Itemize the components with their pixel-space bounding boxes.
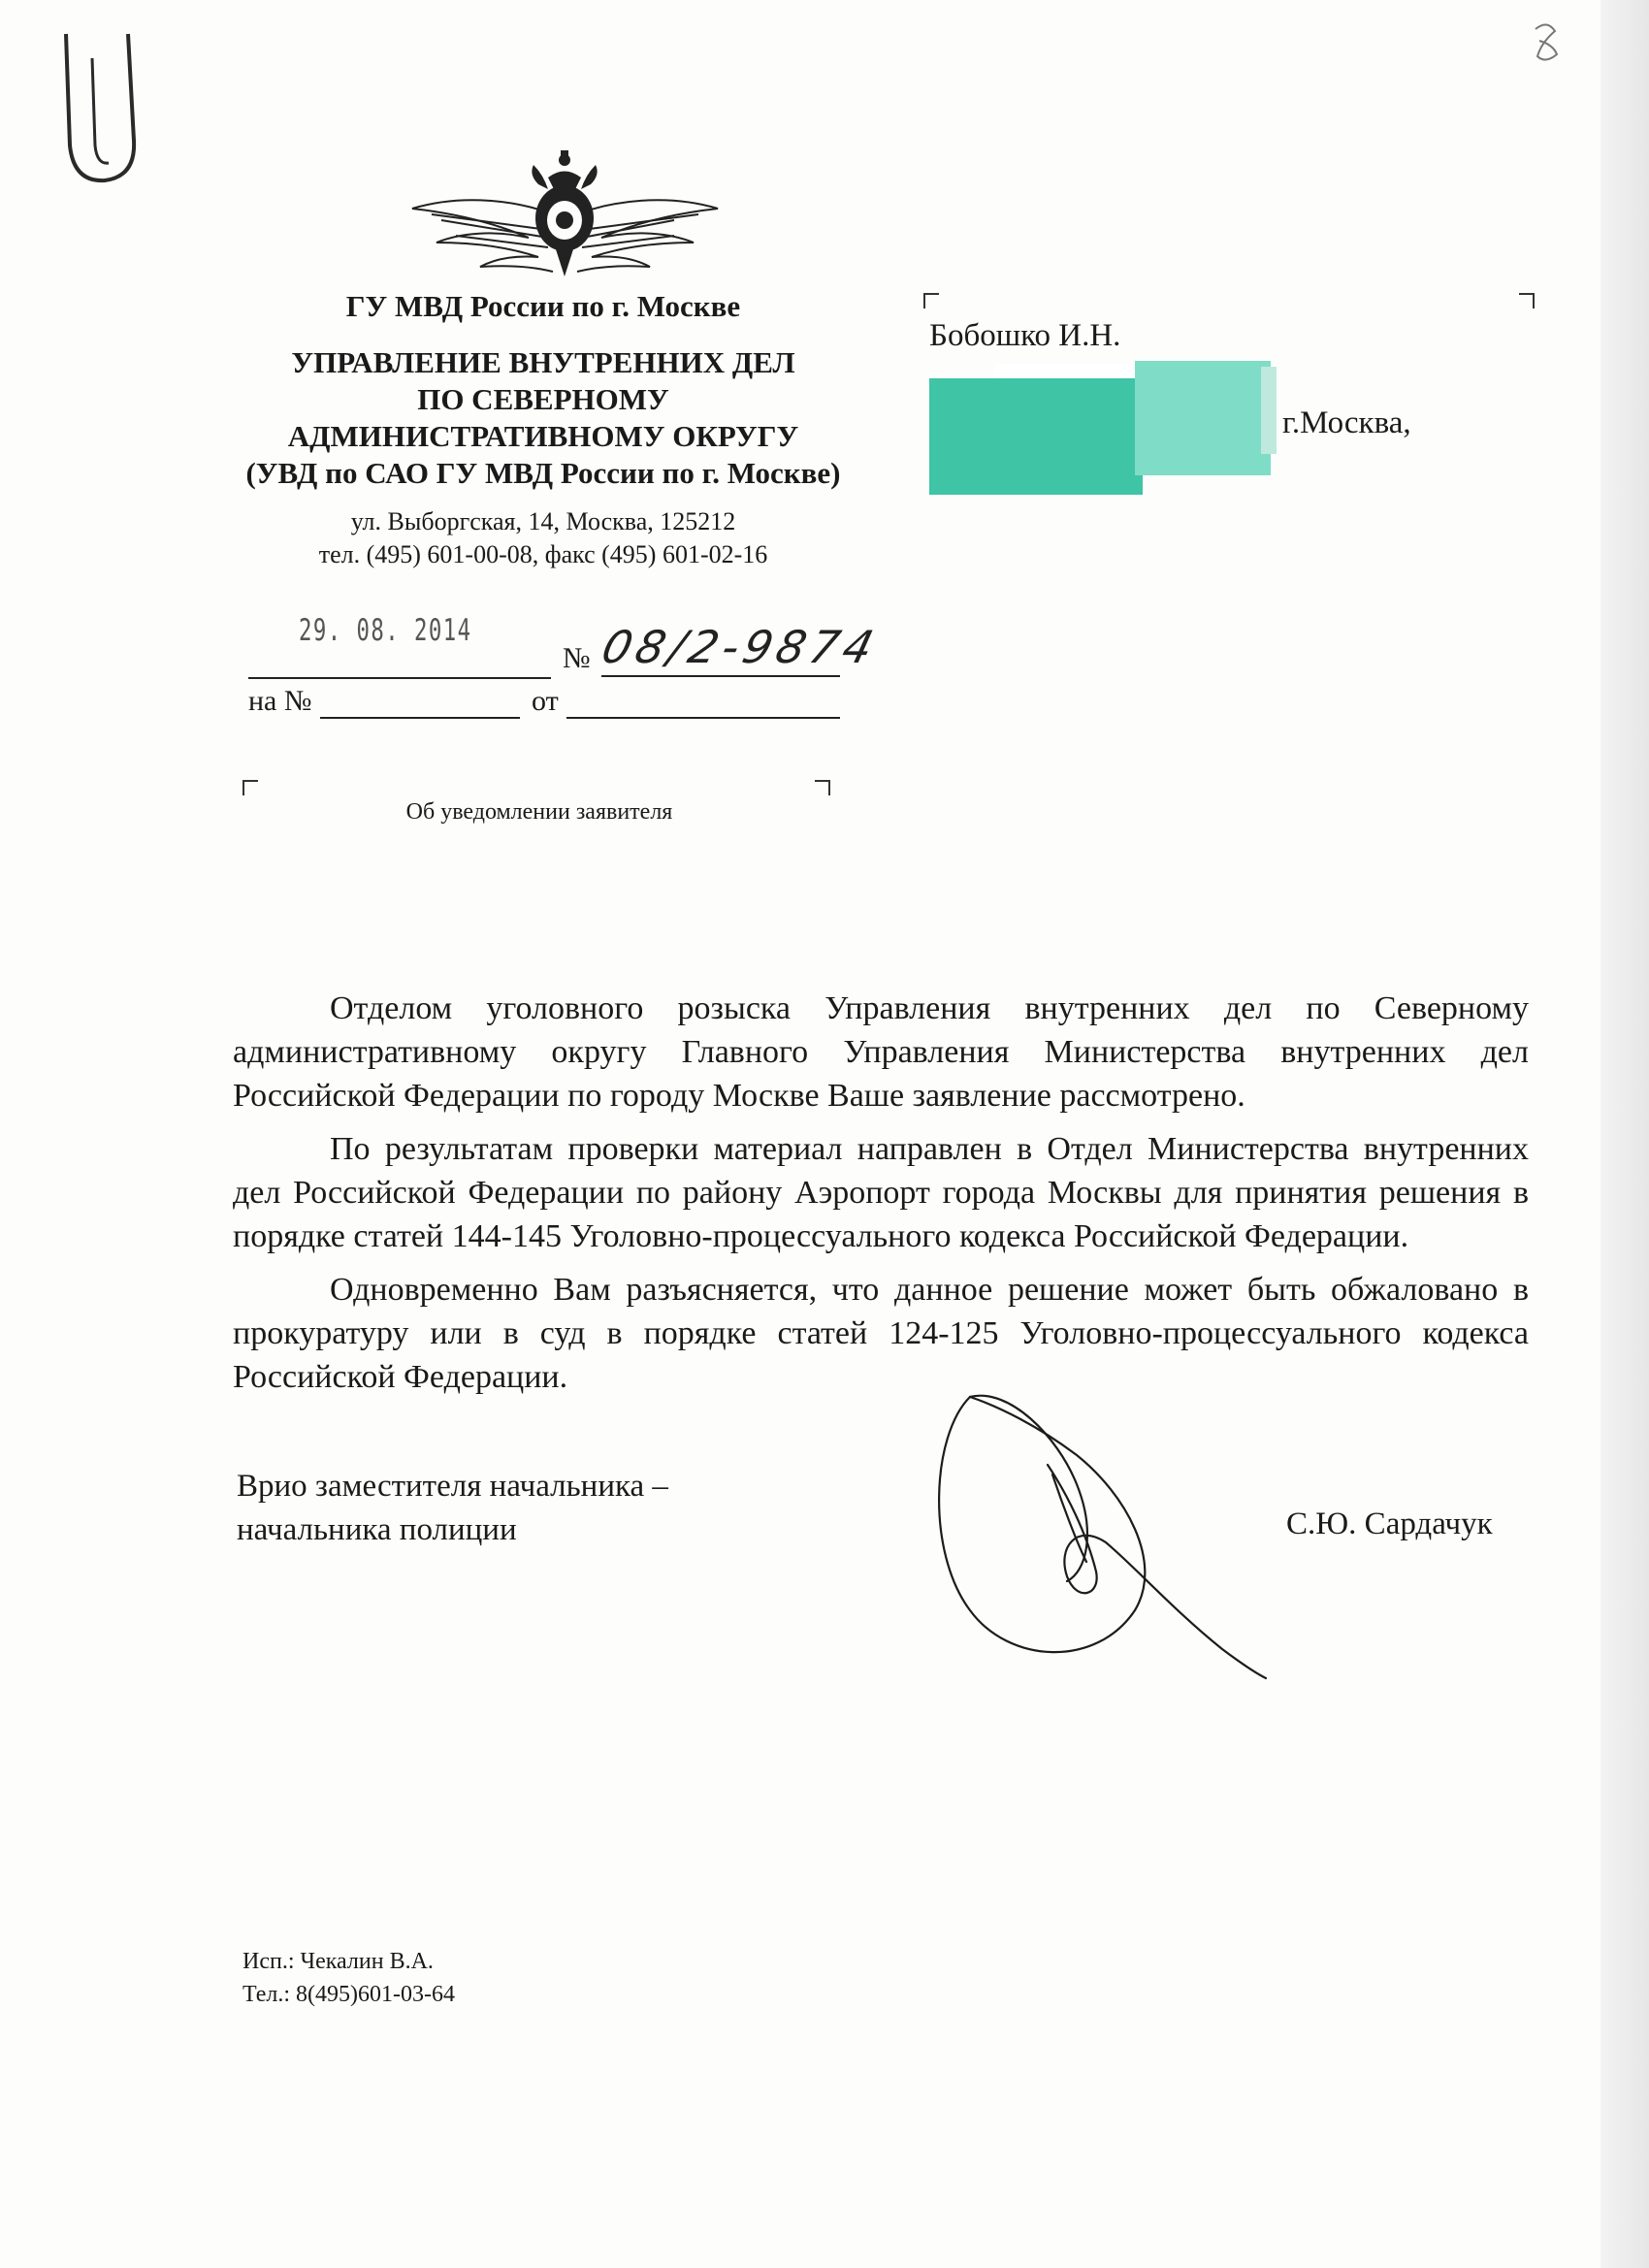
org-line: УПРАВЛЕНИЕ ВНУТРЕННИХ ДЕЛ <box>291 345 795 379</box>
date-underline <box>248 677 551 679</box>
scan-edge <box>1600 0 1649 2268</box>
signer-name: С.Ю. Сардачук <box>1286 1507 1493 1541</box>
signer-position <box>237 1465 668 1552</box>
number-label: № <box>563 642 591 674</box>
reply-to-label: на № <box>248 685 312 717</box>
org-line: (УВД по САО ГУ МВД России по г. Москве) <box>245 456 841 490</box>
executor-info <box>242 1945 455 2011</box>
date-stamp: 29. 08. 2014 <box>299 613 472 648</box>
org-line: АДМИНИСТРАТИВНОМУ ОКРУГУ <box>287 419 799 453</box>
registration-number: 08/2-9874 <box>597 621 884 673</box>
mvd-emblem-icon <box>403 141 728 281</box>
pencil-mark-icon <box>1528 19 1567 68</box>
redaction-sticker <box>1261 367 1277 454</box>
number-underline <box>601 675 840 677</box>
paperclip-icon <box>48 29 146 189</box>
subject-corner-left <box>242 780 258 795</box>
handwritten-signature <box>931 1377 1319 1707</box>
recipient-corner-left <box>923 293 939 308</box>
signer-position-line: Врио заместителя начальника – <box>237 1469 668 1504</box>
from-underline <box>566 717 840 719</box>
redaction-sticker <box>1135 361 1271 475</box>
body-paragraph: По результатам проверки материал направлен в Отдел Министерства внутренних дел Российской Федерации по району Аэропорт города Москвы для принятия решения в порядке статей 144-145 Уголовно-процессуального кодекса Российской Федерации. <box>233 1131 1529 1254</box>
recipient-city: г.Москва, <box>1282 405 1411 440</box>
org-line: ПО СЕВЕРНОМУ <box>417 382 669 416</box>
from-label: от <box>532 685 559 717</box>
body-paragraph: Отделом уголовного розыска Управления внутренних дел по Северному административному округу Главного Управления Министерства внутренних дел Российской Федерации по городу Москве Ваше заявление рассмотрено. <box>233 990 1529 1114</box>
org-contacts <box>233 505 854 571</box>
recipient-corner-right <box>1519 293 1535 308</box>
subject-line: Об уведомлении заявителя <box>405 799 673 825</box>
org-address: ул. Выборгская, 14, Москва, 125212 <box>350 507 736 535</box>
org-short-name: ГУ МВД России по г. Москве <box>345 289 741 323</box>
org-phone: тел. (495) 601-00-08, факс (495) 601-02-16 <box>318 540 768 568</box>
body-paragraph: Одновременно Вам разъясняется, что данное решение может быть обжаловано в прокуратуру или в суд в порядке статей 124-125 Уголовно-процессуального кодекса Российской Федерации. <box>233 1272 1529 1395</box>
redaction-sticker <box>929 378 1143 495</box>
org-full-name <box>233 344 854 492</box>
executor-phone: Тел.: 8(495)601-03-64 <box>242 1982 456 2007</box>
letter-body <box>233 987 1529 1409</box>
signer-position-line: начальника полиции <box>237 1512 517 1547</box>
executor-name: Исп.: Чекалин В.А. <box>242 1949 434 1974</box>
reply-to-underline <box>320 717 520 719</box>
recipient-name: Бобошко И.Н. <box>929 318 1121 353</box>
subject-corner-right <box>815 780 830 795</box>
